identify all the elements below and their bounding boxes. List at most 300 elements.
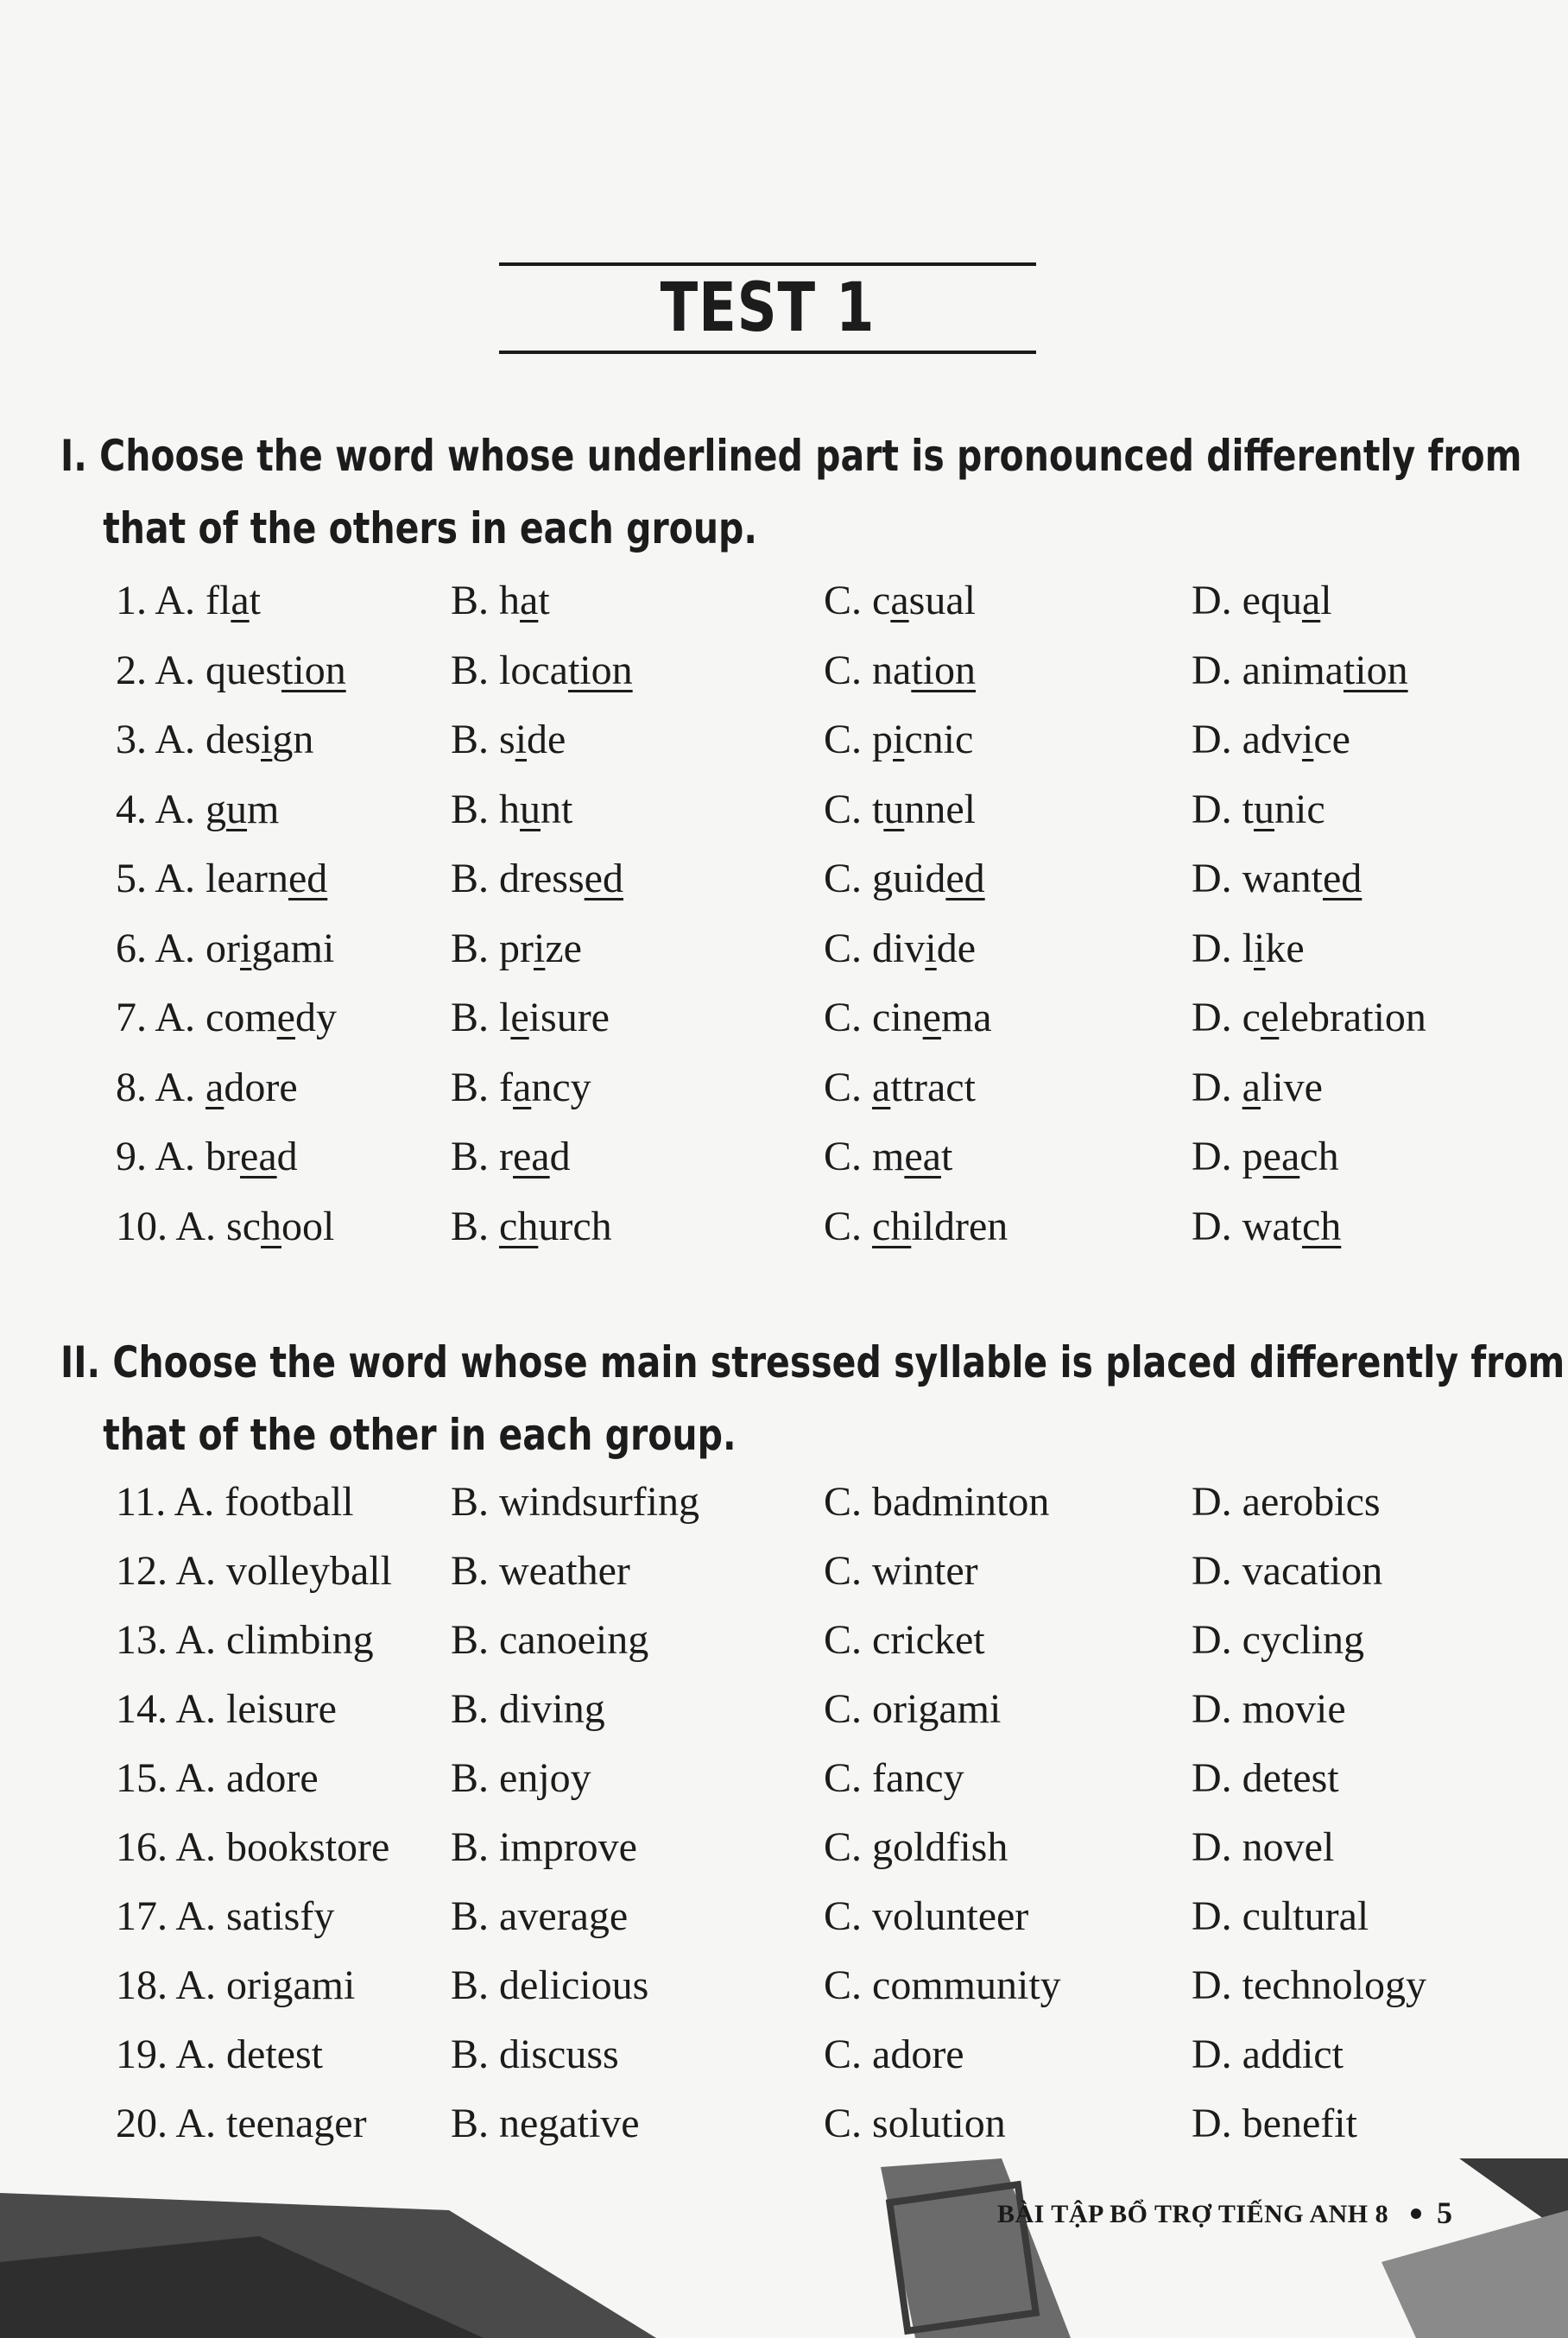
option-letter: C. — [824, 1203, 863, 1249]
word-suffix: d — [276, 1134, 298, 1179]
option-c — [824, 2031, 964, 2078]
word-prefix: com — [205, 995, 277, 1040]
question-row — [0, 1203, 1568, 1272]
option-b — [451, 1547, 630, 1595]
option-letter: C. — [824, 1064, 863, 1110]
option-b — [451, 1133, 571, 1180]
option-b — [451, 2031, 619, 2078]
underlined-part: a — [231, 578, 250, 623]
option-letter: D. — [1192, 578, 1232, 623]
underlined-part: i — [515, 717, 528, 762]
word-suffix: nt — [541, 786, 573, 832]
option-b — [451, 1478, 699, 1526]
option-a — [116, 1547, 392, 1595]
word-prefix: l — [1242, 925, 1255, 971]
footer-book-title: BÀI TẬP BỔ TRỢ TIẾNG ANH 8 — [997, 2200, 1389, 2228]
option-text: C. origami — [824, 1686, 1002, 1732]
question-row — [0, 577, 1568, 646]
option-b — [451, 1203, 612, 1250]
word-suffix: t — [538, 578, 550, 623]
option-c — [824, 1962, 1061, 2009]
question-number: 20. — [116, 2101, 168, 2146]
word-suffix: ttract — [890, 1064, 976, 1110]
question-number: 5. — [116, 856, 147, 901]
option-letter: A. — [155, 856, 196, 901]
option-text: B. improve — [451, 1824, 637, 1870]
word-prefix: div — [872, 925, 926, 971]
underlined-part: i — [240, 925, 252, 971]
option-text: D. benefit — [1192, 2101, 1357, 2146]
section-1-heading — [60, 420, 1522, 565]
option-a — [116, 994, 337, 1041]
underlined-part: i — [925, 925, 937, 971]
option-a — [116, 647, 346, 694]
option-a — [116, 786, 279, 833]
option-letter: D. — [1192, 856, 1232, 901]
option-d — [1192, 1754, 1339, 1802]
option-letter: C. — [824, 925, 863, 971]
option-a — [116, 1203, 334, 1250]
section-2-heading-line1: II. Choose the word whose main stressed syllable is placed differently from — [60, 1337, 1565, 1387]
word-prefix: pr — [499, 925, 534, 971]
section-2-heading-line2: that of the other in each group. — [103, 1410, 737, 1460]
option-letter: D. — [1192, 647, 1232, 693]
option-text: C. fancy — [824, 1755, 964, 1801]
option-text: C. adore — [824, 2032, 964, 2077]
section-2-heading — [60, 1326, 1565, 1471]
underlined-part: a — [872, 1064, 891, 1110]
word-suffix: ildren — [911, 1203, 1008, 1249]
option-b — [451, 925, 582, 972]
underlined-part: h — [261, 1203, 282, 1249]
option-c — [824, 855, 985, 902]
underlined-part: ea — [240, 1134, 277, 1179]
word-prefix: adv — [1242, 717, 1302, 762]
word-prefix: f — [499, 1064, 513, 1110]
option-c — [824, 1616, 985, 1664]
option-letter: A. — [155, 647, 196, 693]
word-suffix: cnic — [904, 717, 974, 762]
option-letter: B. — [451, 1203, 490, 1249]
option-c — [824, 1203, 1008, 1250]
option-a — [116, 855, 327, 902]
option-b — [451, 1754, 591, 1802]
option-a — [116, 1754, 319, 1802]
option-a — [116, 1685, 337, 1733]
option-letter: B. — [451, 578, 490, 623]
word-prefix: equ — [1242, 578, 1302, 623]
word-suffix: isure — [528, 995, 610, 1040]
option-d — [1192, 1616, 1364, 1664]
option-letter: A. — [155, 925, 196, 971]
underlined-part: tion — [911, 647, 976, 693]
option-text: A. origami — [175, 1962, 356, 2008]
word-suffix: gami — [251, 925, 335, 971]
underlined-part: ea — [513, 1134, 550, 1179]
option-d — [1192, 1203, 1341, 1250]
word-prefix: h — [499, 786, 521, 832]
word-prefix: t — [872, 786, 884, 832]
underlined-part: tion — [567, 647, 633, 693]
option-letter: D. — [1192, 925, 1232, 971]
underlined-part: i — [893, 717, 905, 762]
underlined-part: ch — [499, 1203, 539, 1249]
underlined-part: e — [276, 995, 295, 1040]
option-a — [116, 2100, 367, 2147]
option-letter: B. — [451, 925, 490, 971]
word-prefix: ques — [205, 647, 282, 693]
option-d — [1192, 2100, 1357, 2147]
word-suffix: m — [247, 786, 280, 832]
option-letter: A. — [155, 1064, 196, 1110]
question-row — [0, 1962, 1568, 2031]
footer-grey-shape-mid — [881, 2158, 1071, 2338]
option-letter: B. — [451, 856, 490, 901]
question-row — [0, 647, 1568, 716]
word-suffix: ze — [545, 925, 582, 971]
option-letter: C. — [824, 856, 863, 901]
word-prefix: r — [499, 1134, 513, 1179]
option-text: A. teenager — [175, 2101, 367, 2146]
option-letter: D. — [1192, 995, 1232, 1040]
option-letter: C. — [824, 995, 863, 1040]
option-letter: A. — [175, 1203, 217, 1249]
question-number: 17. — [116, 1893, 168, 1939]
option-letter: D. — [1192, 1203, 1232, 1249]
question-number: 16. — [116, 1824, 168, 1870]
question-number: 6. — [116, 925, 147, 971]
option-b — [451, 1823, 637, 1871]
option-b — [451, 994, 610, 1041]
option-letter: D. — [1192, 786, 1232, 832]
option-d — [1192, 1893, 1369, 1940]
option-d — [1192, 786, 1325, 833]
option-d — [1192, 994, 1426, 1041]
underlined-part: ed — [945, 856, 985, 901]
word-suffix: d — [549, 1134, 571, 1179]
underlined-part: a — [205, 1064, 224, 1110]
option-c — [824, 2100, 1006, 2147]
option-text: D. addict — [1192, 2032, 1344, 2077]
option-text: C. cricket — [824, 1617, 985, 1663]
underlined-part: tion — [281, 647, 346, 693]
underlined-part: a — [890, 578, 909, 623]
option-c — [824, 1823, 1008, 1871]
option-letter: B. — [451, 1064, 490, 1110]
footer-decoration — [0, 2158, 1568, 2338]
question-row — [0, 855, 1568, 924]
option-text: D. detest — [1192, 1755, 1339, 1801]
option-text: C. volunteer — [824, 1893, 1029, 1939]
word-prefix: wat — [1242, 1203, 1302, 1249]
question-row — [0, 1685, 1568, 1754]
option-text: B. windsurfing — [451, 1479, 699, 1525]
underlined-part: tion — [1343, 647, 1408, 693]
word-prefix: dress — [499, 856, 585, 901]
underlined-part: e — [510, 995, 529, 1040]
word-suffix: ncy — [531, 1064, 591, 1110]
option-letter: C. — [824, 647, 863, 693]
option-d — [1192, 647, 1408, 694]
option-text: C. badminton — [824, 1479, 1050, 1525]
option-text: A. adore — [175, 1755, 319, 1801]
word-suffix: t — [940, 1134, 953, 1179]
option-b — [451, 1064, 591, 1111]
option-letter: B. — [451, 1134, 490, 1179]
word-suffix: gn — [272, 717, 314, 762]
option-b — [451, 1616, 648, 1664]
option-a — [116, 925, 334, 972]
option-a — [116, 1893, 334, 1940]
option-letter: A. — [155, 578, 196, 623]
option-text: D. technology — [1192, 1962, 1426, 2008]
page-number: 5 — [1437, 2196, 1452, 2230]
underlined-part: e — [922, 995, 941, 1040]
underlined-part: ea — [904, 1134, 941, 1179]
word-suffix: ke — [1265, 925, 1305, 971]
option-b — [451, 2100, 640, 2147]
underlined-part: u — [520, 786, 541, 832]
option-d — [1192, 925, 1305, 972]
question-number: 18. — [116, 1962, 168, 2008]
option-c — [824, 647, 976, 694]
word-prefix: s — [499, 717, 515, 762]
option-letter: D. — [1192, 717, 1232, 762]
option-b — [451, 786, 572, 833]
option-a — [116, 1962, 355, 2009]
option-letter: A. — [155, 1134, 196, 1179]
option-letter: A. — [155, 717, 196, 762]
option-text: C. goldfish — [824, 1824, 1008, 1870]
word-prefix: t — [1242, 786, 1255, 832]
question-number: 8. — [116, 1064, 147, 1110]
word-suffix: nnel — [904, 786, 976, 832]
word-prefix: want — [1242, 856, 1323, 901]
underlined-part: u — [883, 786, 905, 832]
option-text: A. football — [174, 1479, 354, 1525]
word-suffix: live — [1260, 1064, 1323, 1110]
word-prefix: g — [205, 786, 227, 832]
option-text: B. negative — [451, 2101, 640, 2146]
underlined-part: a — [520, 578, 539, 623]
option-text: B. delicious — [451, 1962, 649, 2008]
option-b — [451, 1962, 648, 2009]
section-1-heading-line1: I. Choose the word whose underlined part is pronounced differently from — [60, 431, 1522, 481]
question-row — [0, 994, 1568, 1063]
underlined-part: a — [1242, 1064, 1261, 1110]
word-prefix: na — [872, 647, 912, 693]
underlined-part: i — [1301, 717, 1314, 762]
option-d — [1192, 1962, 1426, 2009]
word-suffix: l — [1320, 578, 1332, 623]
option-d — [1192, 1823, 1334, 1871]
underlined-part: ed — [584, 856, 623, 901]
option-d — [1192, 1478, 1381, 1526]
question-number: 15. — [116, 1755, 168, 1801]
test-title: TEST 1 — [660, 269, 876, 347]
option-text: A. volleyball — [175, 1548, 392, 1594]
word-prefix: p — [1242, 1134, 1263, 1179]
option-a — [116, 1133, 298, 1180]
question-row — [0, 1893, 1568, 1962]
word-suffix: nic — [1274, 786, 1325, 832]
option-c — [824, 1547, 978, 1595]
option-letter: B. — [451, 647, 490, 693]
option-letter: D. — [1192, 1134, 1232, 1179]
underlined-part: ed — [1322, 856, 1363, 901]
footer-light-shape-right — [1381, 2210, 1568, 2338]
word-prefix: loca — [499, 647, 568, 693]
option-text: B. diving — [451, 1686, 605, 1732]
question-row — [0, 1754, 1568, 1823]
option-a — [116, 1478, 354, 1526]
option-b — [451, 1893, 628, 1940]
option-text: A. climbing — [175, 1617, 374, 1663]
option-c — [824, 1478, 1049, 1526]
option-letter: C. — [824, 717, 863, 762]
word-suffix: dy — [294, 995, 337, 1040]
word-suffix: t — [249, 578, 262, 623]
underlined-part: a — [513, 1064, 532, 1110]
option-c — [824, 1754, 964, 1802]
question-number: 10. — [116, 1203, 168, 1249]
word-prefix: m — [872, 1134, 905, 1179]
option-text: A. bookstore — [175, 1824, 390, 1870]
option-text: C. community — [824, 1962, 1061, 2008]
option-letter: C. — [824, 786, 863, 832]
option-d — [1192, 855, 1362, 902]
underlined-part: i — [261, 717, 273, 762]
question-row — [0, 1133, 1568, 1202]
option-text: D. aerobics — [1192, 1479, 1381, 1525]
option-c — [824, 1133, 952, 1180]
option-b — [451, 1685, 605, 1733]
option-letter: B. — [451, 786, 490, 832]
option-d — [1192, 1064, 1323, 1111]
underlined-part: i — [534, 925, 546, 971]
question-number: 13. — [116, 1617, 168, 1663]
word-prefix: l — [499, 995, 511, 1040]
underlined-part: a — [1301, 578, 1321, 623]
option-c — [824, 577, 976, 624]
option-c — [824, 1685, 1001, 1733]
word-prefix: fl — [205, 578, 231, 623]
option-letter: D. — [1192, 1064, 1232, 1110]
word-prefix: c — [872, 578, 891, 623]
word-suffix: sual — [908, 578, 976, 623]
option-text: A. detest — [175, 2032, 323, 2077]
word-prefix: learn — [205, 856, 288, 901]
option-c — [824, 786, 976, 833]
word-prefix: des — [205, 717, 262, 762]
option-text: B. discuss — [451, 2032, 619, 2077]
option-d — [1192, 1133, 1339, 1180]
question-row — [0, 1616, 1568, 1685]
word-prefix: anima — [1242, 647, 1344, 693]
option-letter: B. — [451, 717, 490, 762]
question-number: 19. — [116, 2032, 168, 2077]
title-rule-top — [499, 262, 1036, 266]
option-b — [451, 855, 623, 902]
question-number: 4. — [116, 786, 147, 832]
word-prefix: p — [872, 717, 894, 762]
option-text: B. average — [451, 1893, 629, 1939]
question-row — [0, 1478, 1568, 1547]
question-row — [0, 1547, 1568, 1616]
option-text: D. novel — [1192, 1824, 1335, 1870]
option-text: A. leisure — [175, 1686, 337, 1732]
underlined-part: u — [226, 786, 248, 832]
option-d — [1192, 577, 1332, 624]
option-text: B. canoeing — [451, 1617, 649, 1663]
option-text: B. weather — [451, 1548, 630, 1594]
option-d — [1192, 1547, 1382, 1595]
word-prefix: sc — [226, 1203, 262, 1249]
section-1-heading-line2: that of the others in each group. — [103, 503, 757, 553]
option-d — [1192, 716, 1350, 763]
option-d — [1192, 2031, 1344, 2078]
option-d — [1192, 1685, 1346, 1733]
option-c — [824, 994, 992, 1041]
option-c — [824, 1893, 1028, 1940]
option-c — [824, 925, 976, 972]
option-b — [451, 716, 566, 763]
word-suffix: de — [936, 925, 977, 971]
underlined-part: ea — [1262, 1134, 1300, 1179]
option-text: D. cycling — [1192, 1617, 1364, 1663]
question-number: 7. — [116, 995, 147, 1040]
option-c — [824, 1064, 976, 1111]
question-number: 14. — [116, 1686, 168, 1732]
option-letter: A. — [155, 995, 196, 1040]
question-row — [0, 1064, 1568, 1133]
question-number: 2. — [116, 647, 147, 693]
question-row — [0, 2031, 1568, 2100]
option-b — [451, 577, 550, 624]
question-row — [0, 1823, 1568, 1893]
option-b — [451, 647, 633, 694]
word-suffix: ch — [1299, 1134, 1339, 1179]
option-a — [116, 716, 313, 763]
option-letter: C. — [824, 578, 863, 623]
word-suffix: de — [527, 717, 566, 762]
option-a — [116, 1823, 389, 1871]
word-prefix: br — [205, 1134, 241, 1179]
option-c — [824, 716, 973, 763]
title-rule-bottom — [499, 351, 1036, 354]
word-suffix: ma — [940, 995, 992, 1040]
question-row — [0, 716, 1568, 785]
question-number: 12. — [116, 1548, 168, 1594]
option-letter: C. — [824, 1134, 863, 1179]
word-suffix: lebration — [1279, 995, 1426, 1040]
underlined-part: u — [1254, 786, 1275, 832]
word-suffix: ce — [1313, 717, 1350, 762]
option-a — [116, 577, 261, 624]
underlined-part: ch — [872, 1203, 912, 1249]
underlined-part: e — [1260, 995, 1280, 1040]
option-a — [116, 1064, 298, 1111]
option-letter: B. — [451, 995, 490, 1040]
option-text: A. satisfy — [175, 1893, 335, 1939]
option-text: C. winter — [824, 1548, 978, 1594]
question-number: 1. — [116, 578, 147, 623]
option-a — [116, 2031, 323, 2078]
question-row — [0, 786, 1568, 855]
word-prefix: c — [1242, 995, 1261, 1040]
underlined-part: ed — [288, 856, 328, 901]
footer-bullet — [1411, 2208, 1421, 2219]
